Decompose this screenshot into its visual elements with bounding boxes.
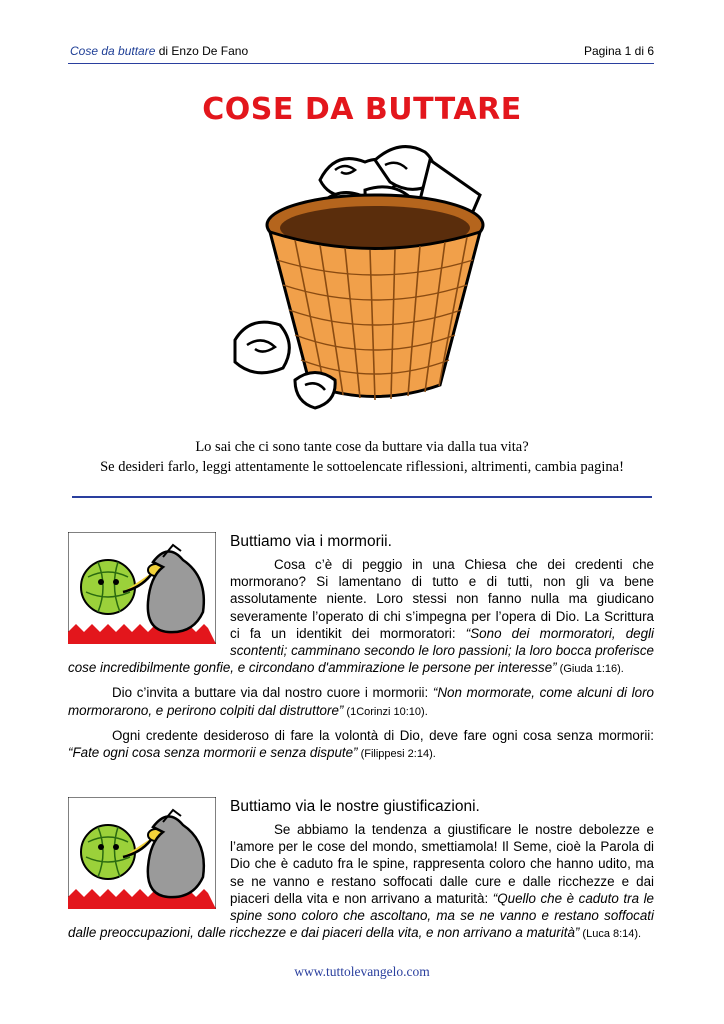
intro-text xyxy=(40,437,684,477)
scripture-reference: (Giuda 1:16). xyxy=(556,663,624,676)
scripture-reference: (1Corinzi 10:10). xyxy=(343,705,428,718)
paragraph xyxy=(68,684,654,720)
paragraph-text: Cosa c’è di peggio in una Chiesa che dei credenti che mormorano? Si lamentano di tutto e di tutti, non gli va bene assolutamente niente. Loro stessi non fanno nulla ma giudicano severamente l’operato di chi s’impegna per l’opera di Dio. La Scrittura ci fa un identikit dei mormoratori: xyxy=(230,557,654,641)
scripture-quote: “Sono dei mormoratori, degli scontenti; camminano secondo le loro passioni; la loro bocca proferisce cose incredibilmente gonfie, e circondano d'ammirazione le persone per interesse” xyxy=(68,625,655,676)
header-divider xyxy=(68,63,654,64)
page-header xyxy=(70,44,654,62)
scripture-quote: “Non mormorate, come alcuni di loro mormorarono, e perirono colpiti dal distruttore” xyxy=(68,685,654,718)
header-book-title: Cose da buttare xyxy=(70,44,156,58)
paragraph-text: Ogni credente desideroso di fare la volontà di Dio, deve fare ogni cosa senza mormorii: xyxy=(112,727,654,743)
section-giustificazioni xyxy=(68,797,654,949)
intro-line-2: Se desideri farlo, leggi attentamente le sottoelencate riflessioni, altrimenti, cambia pagina! xyxy=(100,459,624,475)
scripture-reference: (Luca 8:14). xyxy=(579,928,642,941)
header-author: di Enzo De Fano xyxy=(158,44,249,58)
paragraph-text: Se abbiamo la tendenza a giustificare le nostre debolezze e l’amore per le cose del mondo, smettiamola! Il Seme, cioè la Parola di Dio che è caduto fra le spine, rappresenta coloro che hanno udito, ma se ne vanno e restano soffocati dalle cure e dalle ricchezze e dai piaceri della vita e non arrivano a maturità: xyxy=(230,822,654,906)
scripture-reference: (Filippesi 2:14). xyxy=(357,748,436,761)
wastebasket-illustration xyxy=(225,140,505,425)
paragraph-text: Dio c’invita a buttare via dal nostro cuore i mormorii: xyxy=(112,685,433,701)
document-title: COSE DA BUTTARE xyxy=(202,92,522,127)
intro-divider xyxy=(72,496,652,498)
paragraph xyxy=(68,727,654,763)
section-title: Buttiamo via i mormorii. xyxy=(230,533,392,550)
trash-bag-illustration xyxy=(68,797,216,909)
header-book-info xyxy=(70,44,248,58)
footer-website: www.tuttolevangelo.com xyxy=(294,964,430,979)
header-page-number: Pagina 1 di 6 xyxy=(583,44,654,58)
section-title: Buttiamo via le nostre giustificazioni. xyxy=(230,798,480,815)
trash-bag-illustration xyxy=(68,532,216,644)
section-mormorii xyxy=(68,532,654,769)
scripture-quote: “Fate ogni cosa senza mormorii e senza dispute” xyxy=(68,745,358,761)
intro-line-1: Lo sai che ci sono tante cose da buttare via dalla tua vita? xyxy=(195,439,529,455)
scripture-quote: “Quello che è caduto tra le spine sono coloro che ascoltano, ma se ne vanno e restano soffocati dalle preoccupazioni, dalle ricchezze e dai piaceri della vita, e non arrivano a maturità” xyxy=(68,890,654,941)
